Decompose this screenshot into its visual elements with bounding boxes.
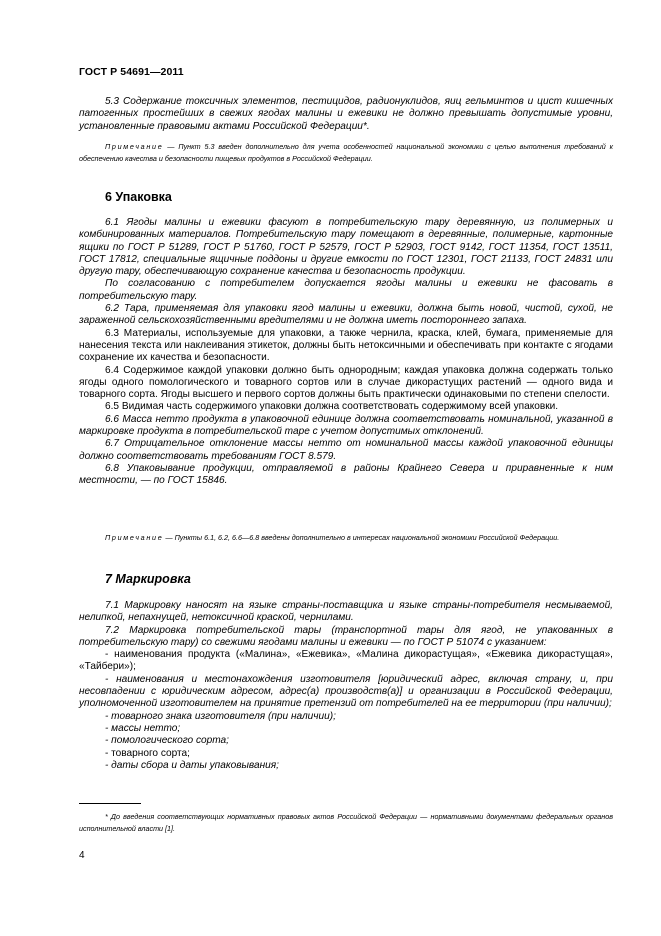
marking-list [79,649,613,772]
section-6-body [79,217,613,488]
section-7-body [79,600,613,772]
list-item: - помологического сорта; [105,735,229,747]
note-body: — Пункт 5.3 введен дополнительно для учета особенностей национальной экономики с целью выполнения требований к обеспечению качества и безопасности пищевых продуктов в Российской Федерации. [79,142,613,163]
note-5-3 [79,141,613,164]
paragraph-5-3: 5.3 Содержание токсичных элементов, пестицидов, радионуклидов, яиц гельминтов и цист кишечных патогенных простейших в свежих ягодах малины и ежевики не должно превышать допустимые уровни, установленные правовыми актами Российской Федерации*. [79,96,613,132]
footnote-divider [79,803,141,804]
paragraph-6-1: 6.1 Ягоды малины и ежевики фасуют в потребительскую тару деревянную, из полимерных и комбинированных материалов. Потребительскую тару помещают в деревянные, полимерные, картонные ящики по ГОСТ Р 51289, ГОСТ Р 51760, ГОСТ Р 52579, ГОСТ Р 52903, ГОСТ 9142, ГОСТ 11354, ГОСТ 13511, ГОСТ 17812, специальные ящичные поддоны и другие емкости по ГОСТ 12301, ГОСТ 21133, ГОСТ 24831 или другую тару, обеспечивающую сохранение качества и безопасность продукции. [79,217,613,278]
list-item: - наименования продукта («Малина», «Ежевика», «Малина дикорастущая», «Ежевика дикорастущая», «Тайбери»); [79,649,613,673]
paragraph-7-2: 7.2 Маркировка потребительской тары (транспортной тары для ягод, не упакованных в потребительскую тару) со свежими ягодами малины и ежевики — по ГОСТ Р 51074 с указанием: [79,624,613,648]
list-item: - наименования и местонахождения изготовителя [юридический адрес, включая страну, и, при несовпадении с юридическим адресом, адрес(а) производств(а)] и организации в Российской Федерации, уполномоченной изготовителем на принятие претензий от потребителей на ее территории (при наличии); [79,673,613,710]
list-item: - массы нетто; [105,722,181,734]
list-item: - товарного знака изготовителя (при наличии); [105,710,336,722]
note-label: Примечание [105,533,164,542]
paragraph-6-2: 6.2 Тара, применяемая для упаковки ягод малины и ежевики, должна быть новой, чистой, сухой, не зараженной сельскохозяйственными вредителями и не должна иметь постороннего запаха. [79,303,613,327]
note-5-3-text [79,141,613,164]
footnote [79,811,613,834]
note-body: — Пункты 6.1, 6.2, 6.6—6.8 введены дополнительно в интересах национальной экономики Российской Федерации. [163,533,560,542]
list-item: - товарного сорта; [105,747,190,759]
section-6-heading: 6 Упаковка [105,190,172,204]
paragraph-7-1: 7.1 Маркировку наносят на языке страны-поставщика и языке страны-потребителя несмываемой, нелипкой, непахнущей, нетоксичной краской, чернилами. [79,600,613,624]
note-label: Примечание [105,142,164,151]
note-6 [79,532,613,544]
document-header: ГОСТ Р 54691—2011 [79,66,184,78]
paragraph-6-4: 6.4 Содержимое каждой упаковки должно быть однородным; каждая упаковка должна содержать только ягоды одного помологического и товарного сортов или в случае дикорастущих растений — одного вида и товарного сорта. Ягоды высшего и первого сортов должны быть практически одинаковыми по степени спелости. [79,364,613,401]
clause-5-3 [79,96,613,133]
page-number: 4 [79,850,85,861]
paragraph-6-8: 6.8 Упаковывание продукции, отправляемой в районы Крайнего Севера и приравненные к ним местности, — по ГОСТ 15846. [79,462,613,487]
list-item: - даты сбора и даты упаковывания; [105,759,279,771]
section-7-heading: 7 Маркировка [105,572,191,586]
paragraph-6-3: 6.3 Материалы, используемые для упаковки, а также чернила, краска, клей, бумага, применяемые для нанесения текста или наклеивания этикеток, должны быть нетоксичными и обеспечивать при контакте с ягодами сохранение их качества и безопасности. [79,327,613,364]
paragraph-6-7: 6.7 Отрицательное отклонение массы нетто от номинальной массы каждой упаковочной единицы должно соответствовать требованиям ГОСТ 8.579. [79,438,613,462]
note-6-text [79,532,613,544]
footnote-text: * До введения соответствующих нормативных правовых актов Российской Федерации — нормативными документами федеральных органов исполнительной власти [1]. [79,812,613,833]
paragraph-6-1-b: По согласованию с потребителем допускается ягоды малины и ежевики не фасовать в потребительскую тару. [79,278,613,302]
paragraph-6-5: 6.5 Видимая часть содержимого упаковки должна соответствовать содержимому всей упаковки. [105,401,559,413]
paragraph-6-6: 6.6 Масса нетто продукта в упаковочной единице должна соответствовать номинальной, указанной в маркировке продукта в потребительской таре с учетом допустимых отклонений. [79,413,613,438]
